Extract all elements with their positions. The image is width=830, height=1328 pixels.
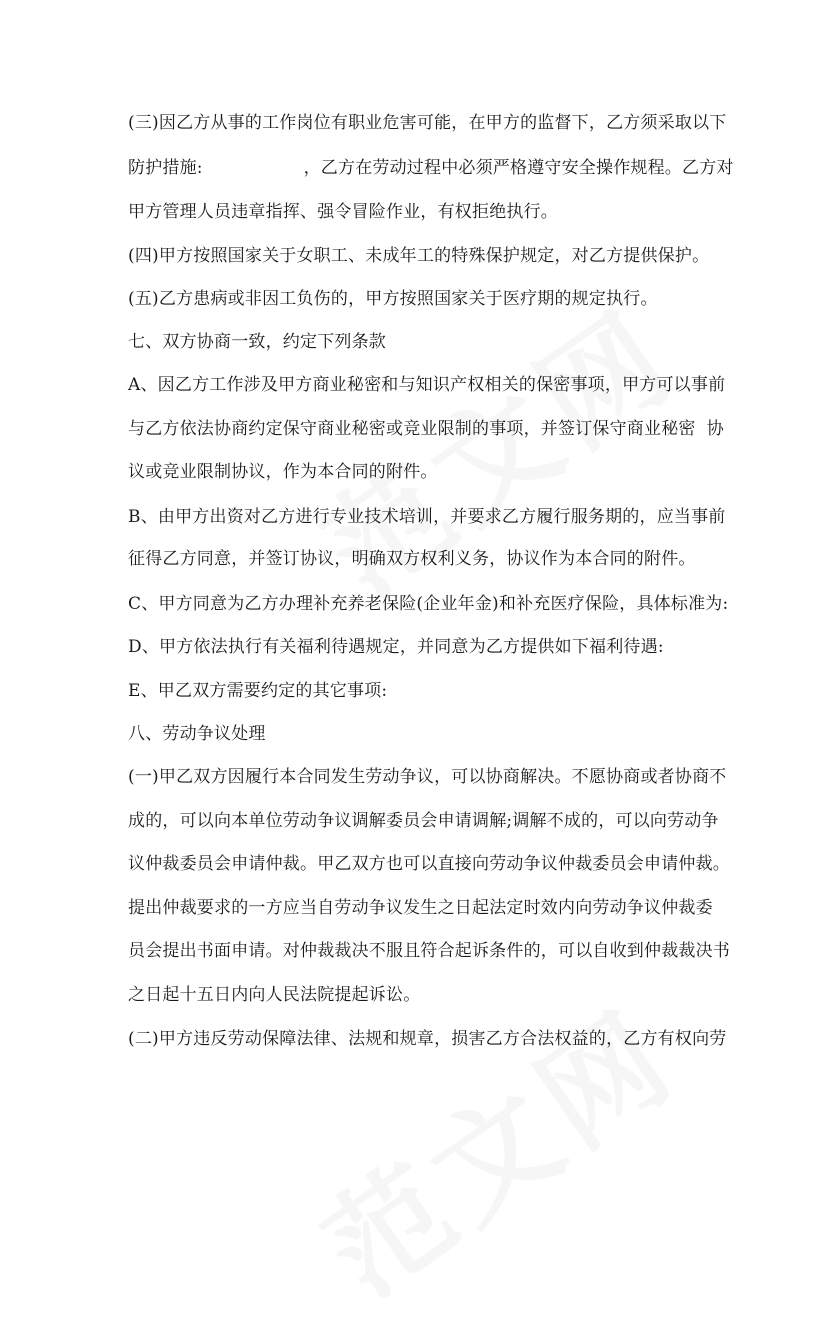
section-heading: 七、双方协商一致，约定下列条款: [128, 332, 386, 352]
text-line: 议仲裁委员会申请仲裁。甲乙双方也可以直接向劳动争议仲裁委员会申请仲裁。: [128, 854, 730, 874]
text-line: 防护措施: ，乙方在劳动过程中必须严格遵守安全操作规程。乙方对: [128, 158, 734, 178]
text-line: D、甲方依法执行有关福利待遇规定，并同意为乙方提供如下福利待遇:: [128, 637, 664, 657]
text-line: 征得乙方同意，并签订协议，明确双方权利义务，协议作为本合同的附件。: [128, 549, 696, 569]
text-line: 议或竞业限制协议，作为本合同的附件。: [128, 462, 438, 482]
text-line: 甲方管理人员违章指挥、强令冒险作业，有权拒绝执行。: [128, 202, 558, 222]
watermark: [286, 264, 704, 629]
text-line: (四)甲方按照国家关于女职工、未成年工的特殊保护规定，对乙方提供保护。: [128, 246, 710, 266]
watermark: [286, 964, 704, 1328]
text-line: C、甲方同意为乙方办理补充养老保险(企业年金)和补充医疗保险，具体标准为:: [128, 594, 729, 614]
text-line: A、因乙方工作涉及甲方商业秘密和与知识产权相关的保密事项，甲方可以事前: [128, 375, 726, 395]
text-line: 与乙方依法协商约定保守商业秘密或竞业限制的事项，并签订保守商业秘密 协: [128, 419, 725, 439]
text-line: (五)乙方患病或非因工负伤的，甲方按照国家关于医疗期的规定执行。: [128, 289, 658, 309]
text-line: 之日起十五日内向人民法院提起诉讼。: [128, 985, 421, 1005]
text-line: (一)甲乙双方因履行本合同发生劳动争议，可以协商解决。不愿协商或者协商不: [128, 767, 727, 787]
text-line: E、甲乙双方需要约定的其它事项:: [128, 681, 388, 701]
text-line: B、由甲方出资对乙方进行专业技术培训，并要求乙方履行服务期的，应当事前: [128, 507, 726, 527]
section-heading: 八、劳动争议处理: [128, 724, 266, 744]
text-line: 成的，可以向本单位劳动争议调解委员会申请调解;调解不成的，可以向劳动争: [128, 811, 719, 831]
text-line: 提出仲裁要求的一方应当自劳动争议发生之日起法定时效内向劳动争议仲裁委: [128, 898, 713, 918]
text-line: 员会提出书面申请。对仲裁裁决不服且符合起诉条件的，可以自收到仲裁裁决书: [128, 941, 730, 961]
text-line: (三)因乙方从事的工作岗位有职业危害可能，在甲方的监督下，乙方须采取以下: [128, 113, 727, 133]
text-line: (二)甲方违反劳动保障法律、法规和规章，损害乙方合法权益的，乙方有权向劳: [128, 1029, 727, 1049]
